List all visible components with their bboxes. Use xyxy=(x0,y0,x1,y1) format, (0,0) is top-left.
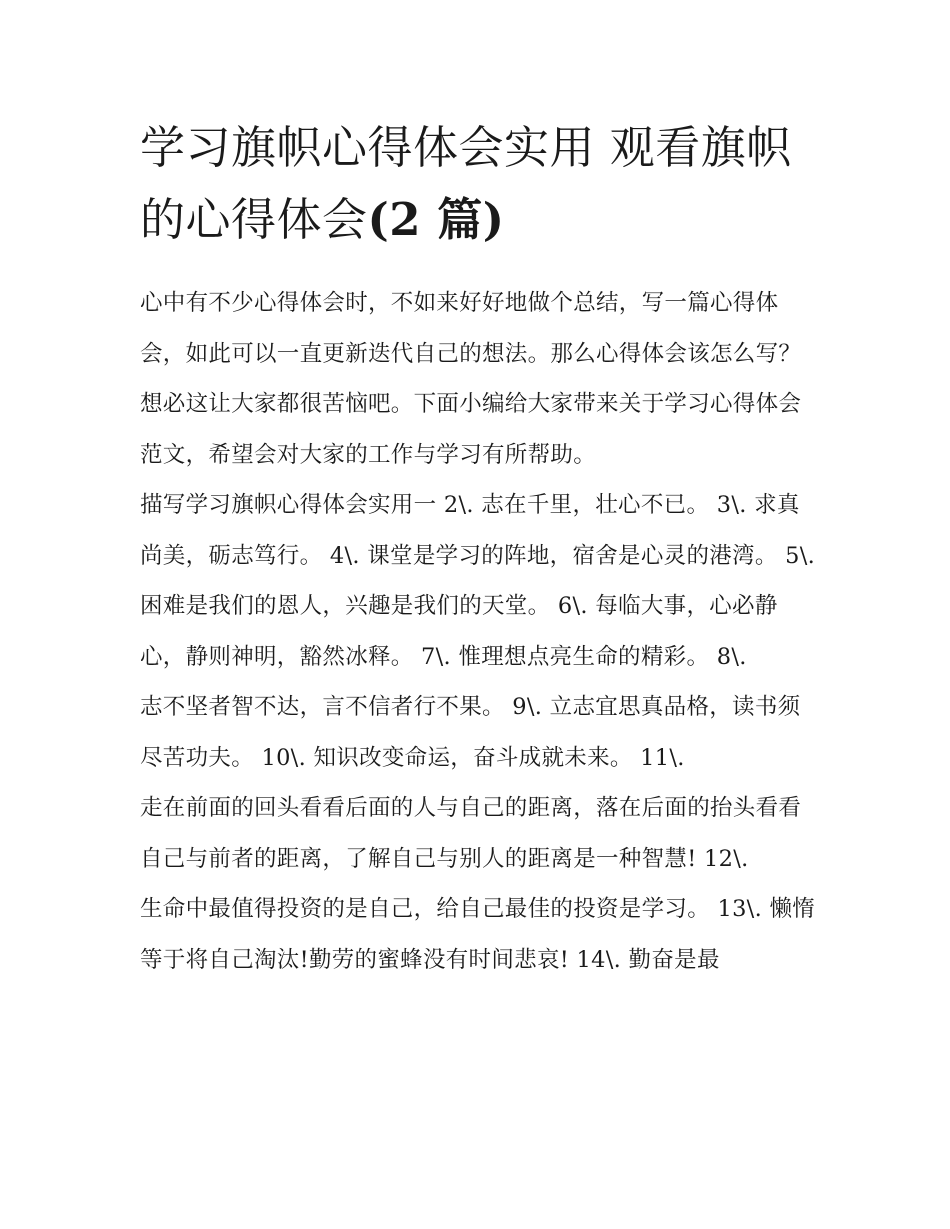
title-suffix: (2 篇) xyxy=(367,193,505,246)
paragraph-quotes-2: 困难是我们的恩人，兴趣是我们的天堂。 6\. 每临大事，心必静心，静则神明，豁然冰释。 7\. 惟理想点亮生命的精彩。 8\. xyxy=(140,593,778,670)
paragraph-quotes-1: 描写学习旗帜心得体会实用一 2\. 志在千里，壮心不已。 3\. 求真尚美，砺志笃行。 4\. 课堂是学习的阵地，宿舍是心灵的港湾。 5\. xyxy=(140,492,816,569)
document-body xyxy=(140,278,820,985)
paragraph-quotes-3: 志不坚者智不达，言不信者行不果。 9\. 立志宜思真品格，读书须尽苦功夫。 10\. 知识改变命运，奋斗成就未来。 11\. xyxy=(140,694,801,771)
paragraph-intro: 心中有不少心得体会时，不如来好好地做个总结，写一篇心得体会，如此可以一直更新迭代自己的想法。那么心得体会该怎么写？想必这让大家都很苦恼吧。下面小编给大家带来关于学习心得体会范文，希望会对大家的工作与学习有所帮助。 xyxy=(140,290,802,468)
document-title xyxy=(140,112,820,256)
paragraph-quotes-5: 生命中最值得投资的是自己，给自己最佳的投资是学习。 13\. 懒惰等于将自己淘汰!勤劳的蜜蜂没有时间悲哀! 14\. 勤奋是最 xyxy=(140,896,816,973)
document-page xyxy=(140,112,820,985)
title-main: 学习旗帜心得体会实用 观看旗帜的心得体会 xyxy=(140,121,792,246)
paragraph-quotes-4: 走在前面的回头看看后面的人与自己的距离，落在后面的抬头看看自己与前者的距离，了解自己与别人的距离是一种智慧! 12\. xyxy=(140,795,802,872)
